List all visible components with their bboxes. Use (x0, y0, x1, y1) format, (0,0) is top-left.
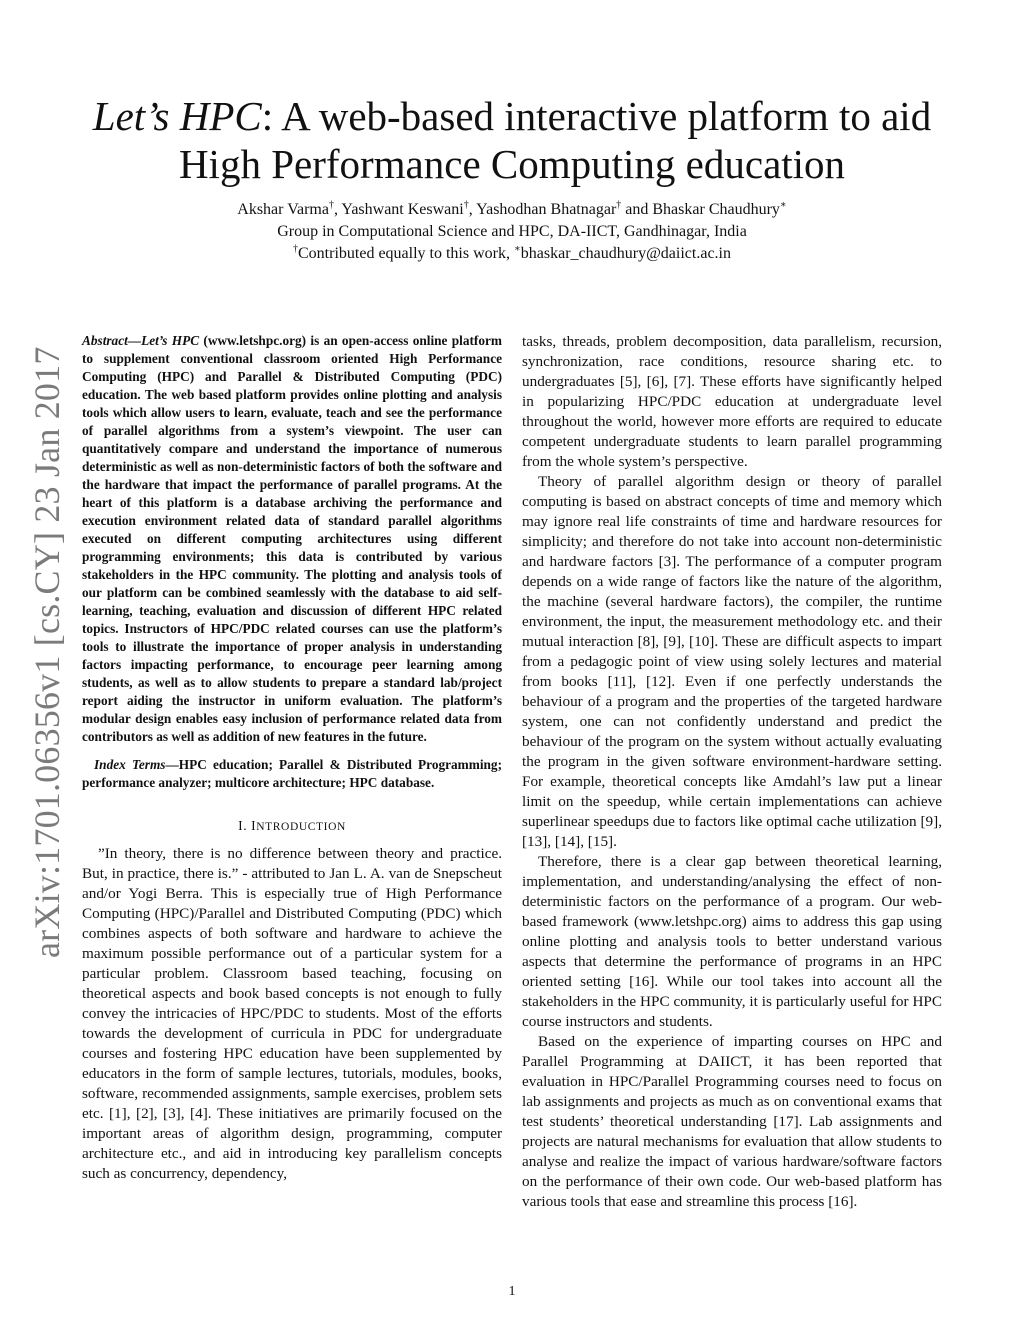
index-terms-text: —HPC education; Parallel & Distributed Programming; performance analyzer; multicore architecture; HPC database. (82, 757, 502, 790)
paper-title (70, 92, 954, 188)
title-line-1 (70, 92, 954, 140)
star-mark: ∗ (513, 243, 521, 255)
dagger-mark: † (463, 199, 469, 211)
right-column (522, 332, 942, 1212)
intro-paragraph-4: Based on the experience of imparting courses on HPC and Parallel Programming at DAIICT, it has been reported that evaluation in HPC/Parallel Programming courses need to focus on lab assignments and projects as much as on conventional exams that test students’ theoretical understanding [17]. Lab assignments and projects are natural mechanisms for evaluation that allow students to analyse and realize the impact of various hardware/software factors on the performance of their own code. Our web-based platform has various tools that ease and streamline this process [16]. (522, 1033, 942, 1210)
title-line-1-rest: : A web-based interactive platform to aid (261, 93, 932, 139)
left-column (82, 332, 502, 1184)
intro-paragraph-3: Therefore, there is a clear gap between theoretical learning, implementation, and understanding/analysing the effect of non-deterministic factors on the performance of a program. Our web-based framework (www.letshpc.org) aims to address this gap using online plotting and analysis tools to better understand various aspects that determine the performance of programs in an HPC oriented setting [16]. While our tool takes into account all the stakeholders in the HPC community, it is particularly useful for HPC course instructors and students. (522, 853, 942, 1030)
dagger-mark: † (616, 199, 622, 211)
arxiv-identifier: arXiv:1701.06356v1 [cs.CY] 23 Jan 2017 (27, 346, 67, 958)
page-number: 1 (508, 1284, 516, 1299)
index-terms (82, 756, 502, 792)
intro-paragraph-1: ”In theory, there is no difference between theory and practice. But, in practice, there is.” - attributed to Jan L. A. van de Snepscheut and/or Yogi Berra. This is especially true of High Performance Computing (HPC)/Parallel and Distributed Computing (PDC) which combines aspects of both software and hardware to achieve the maximum possible performance out of a particular system for a particular problem. Classroom based teaching, focusing on theoretical aspects and book based concepts is not enough to fully convey the intricacies of HPC/PDC to students. Most of the efforts towards the development of curricula in PDC for undergraduate courses and fostering HPC education have been supplemented by educators in the form of sample lectures, tutorials, modules, books, software, recommended assignments, sample exercises, problem sets etc. [1], [2], [3], [4]. These initiatives are primarily focused on the important areas of algorithm design, programming, computer architecture etc., and aid in introducing key parallelism concepts such as concurrency, dependency, (82, 845, 502, 1182)
index-terms-label: Index Terms (94, 757, 166, 772)
author-3: , Yashodhan Bhatnagar (468, 201, 617, 218)
author-note (70, 243, 954, 265)
author-note-text: Contributed equally to this work, (298, 245, 514, 262)
abstract-label: Abstract—Let’s HPC (82, 333, 200, 348)
star-mark: ∗ (779, 199, 787, 211)
author-list (70, 199, 954, 221)
author-1: Akshar Varma (237, 201, 329, 218)
affiliation: Group in Computational Science and HPC, DA-IICT, Gandhinagar, India (277, 223, 747, 240)
title-italic: Let’s HPC (92, 93, 262, 139)
abstract (82, 332, 502, 746)
author-4: and Bhaskar Chaudhury (621, 201, 780, 218)
author-email: bhaskar_chaudhury@daiict.ac.in (520, 245, 731, 262)
authors-block (70, 199, 954, 265)
section-title-rest: NTRODUCTION (256, 821, 346, 833)
abstract-text: (www.letshpc.org) is an open-access online platform to supplement conventional classroom oriented High Performance Computing (HPC) and Parallel & Distributed Computing (PDC) education. The web based platform provides online plotting and analysis tools which allow users to learn, evaluate, teach and see the performance of parallel algorithms from a system’s viewpoint. The user can quantitatively compare and understand the importance of numerous deterministic as well as non-deterministic factors of both the software and the hardware that impact the performance of parallel programs. At the heart of this platform is a database archiving the performance and execution environment related data of standard parallel algorithms executed on different computing architectures using different programming environments; this data is contributed by various stakeholders in the HPC community. The plotting and analysis tools of our platform can be combined seamlessly with the database to aid self-learning, teaching, evaluation and discussion of different HPC related topics. Instructors of HPC/PDC related courses can use the platform’s tools to illustrate the importance of proper analysis in understanding factors impacting performance, to encourage peer learning among students, as well as to allow students to prepare a standard lab/project report aiding the instructor in uniform evaluation. The platform’s modular design enables easy inclusion of performance related data from contributors as well as addition of new features in the future. (82, 333, 502, 744)
dagger-mark: † (328, 199, 334, 211)
section-number: I. (238, 818, 252, 833)
author-2: , Yashwant Keswani (333, 201, 464, 218)
intro-paragraph-1-continued: tasks, threads, problem decomposition, data parallelism, recursion, synchronization, race conditions, resource sharing etc. to undergraduates [5], [6], [7]. These efforts have significantly helped in popularizing HPC/PDC education at undergraduate level throughout the world, however more efforts are required to educate competent undergraduate students to learn parallel programming from the whole system’s perspective. (522, 333, 942, 470)
section-heading-introduction (82, 818, 502, 834)
intro-paragraph-2: Theory of parallel algorithm design or theory of parallel computing is based on abstract concepts of time and memory which may ignore real life constraints of time and hardware resources for simplicity; and therefore do not take into account non-deterministic and hardware factors [3]. The performance of a computer program depends on a wide range of factors like the nature of the algorithm, the machine (several hardware factors), the compiler, the runtime environment, the input, the measurement methodology etc. and their mutual interaction [8], [9], [10]. These are difficult aspects to impart from a pedagogic point of view using solely lectures and material from books [11], [12]. Even if one perfectly understands the behaviour of a program and the properties of the targeted hardware system, one can not confidently understand and predict the behaviour of the program on the system without actually evaluating the program in the given software environment-hardware setting. For example, theoretical concepts like Amdahl’s law put a linear limit on the speedup, while certain implementations can achieve superlinear speedups due to factors like optimal cache utilization [9], [13], [14], [15]. (522, 473, 942, 850)
section-title-first: I (251, 818, 257, 833)
title-line-2: High Performance Computing education (178, 141, 846, 187)
dagger-mark: † (293, 243, 298, 255)
